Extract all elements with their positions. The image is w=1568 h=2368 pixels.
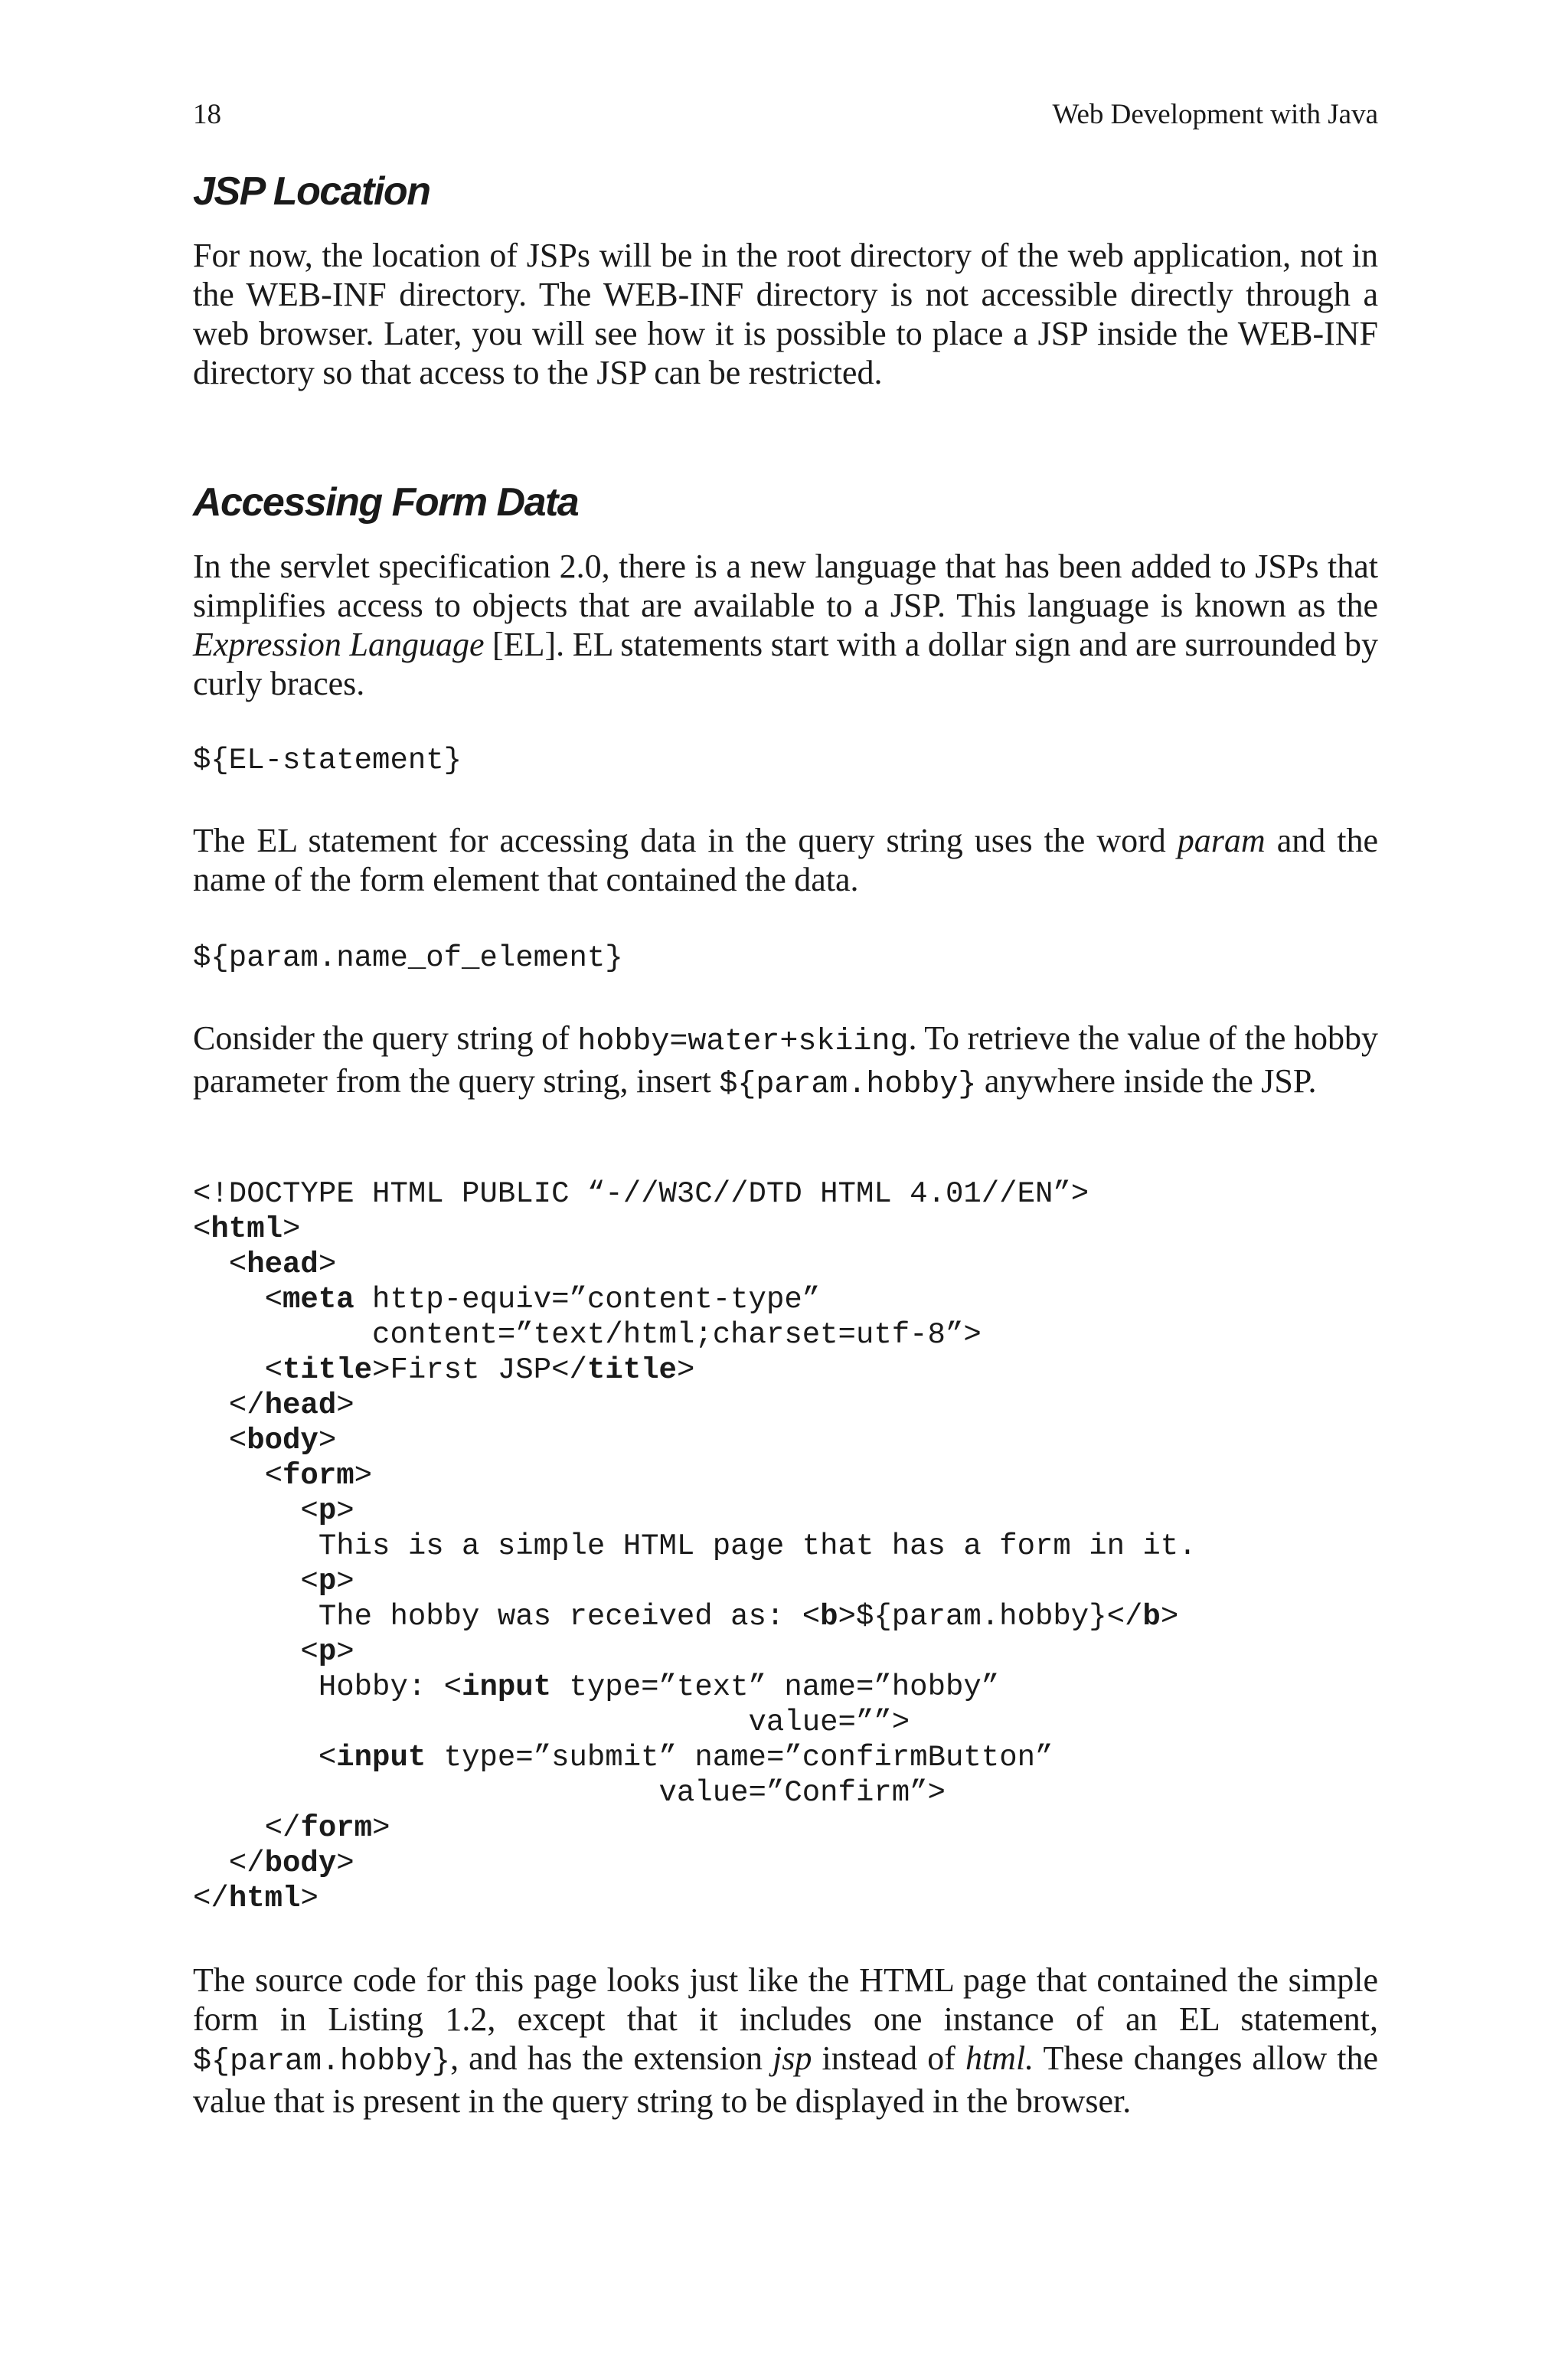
- code-text: >: [318, 1424, 337, 1457]
- code-tag-name: title: [586, 1353, 677, 1387]
- paragraph-param: [193, 821, 1378, 899]
- code-tag-name: form: [300, 1811, 373, 1845]
- code-line: [193, 1494, 354, 1528]
- code-text: </: [193, 1882, 229, 1915]
- code-text: <: [193, 1424, 247, 1457]
- code-line: [193, 1248, 336, 1281]
- text-segment: [EL]. EL statements start with a dollar sign and are surrounded by curly braces.: [193, 626, 1378, 702]
- text-segment: The source code for this page looks just like the HTML page that contained the simple form in Listing 1.2, except that it includes one instance of an EL statement,: [193, 1961, 1378, 2038]
- code-text: The hobby was received as: <: [193, 1600, 821, 1634]
- code-text: <: [193, 1353, 283, 1387]
- code-tag-name: b: [820, 1600, 838, 1634]
- text-segment: , and has the extension: [450, 2039, 773, 2077]
- code-text: >First JSP</: [372, 1353, 587, 1387]
- code-tag-name: input: [336, 1741, 426, 1774]
- code-text: >: [336, 1494, 354, 1528]
- code-tag-name: body: [247, 1424, 318, 1457]
- paragraph-query-string: [193, 1019, 1378, 1104]
- code-line: [193, 1177, 1089, 1211]
- code-text: http-equiv=”content-type”: [354, 1283, 821, 1316]
- paragraph-el-intro: [193, 547, 1378, 703]
- code-text: This is a simple HTML page that has a form in it.: [193, 1529, 1197, 1563]
- heading-jsp-location: JSP Location: [193, 169, 430, 214]
- code-text: </: [193, 1846, 265, 1880]
- code-text: <: [193, 1565, 318, 1598]
- code-text: >: [300, 1882, 318, 1915]
- emphasis-html: html.: [965, 2039, 1034, 2077]
- code-line: [193, 1565, 354, 1598]
- text-segment: . To retrieve the value of the hobby parameter from the query string, insert: [193, 1019, 1378, 1100]
- code-line: [193, 1212, 300, 1246]
- running-head: [193, 98, 1378, 136]
- code-text: >: [336, 1635, 354, 1669]
- code-text: type=”submit” name=”confirmButton”: [426, 1741, 1054, 1774]
- code-text: <: [193, 1635, 318, 1669]
- code-text: >: [336, 1388, 354, 1422]
- code-text: >: [336, 1565, 354, 1598]
- code-text: value=””>: [193, 1706, 910, 1739]
- code-listing-first-jsp: [193, 1176, 1197, 1916]
- code-text: Hobby: <: [193, 1670, 462, 1704]
- code-line: [193, 1811, 390, 1845]
- code-line: [193, 1706, 910, 1739]
- code-tag-name: p: [318, 1565, 337, 1598]
- code-line: [193, 1424, 336, 1457]
- code-text: <!DOCTYPE HTML PUBLIC “-//W3C//DTD HTML 4.01//EN”>: [193, 1177, 1089, 1211]
- code-line: [193, 1670, 999, 1704]
- code-line: [193, 1635, 354, 1669]
- code-text: <: [193, 1741, 337, 1774]
- code-text: </: [193, 1388, 265, 1422]
- code-tag-name: title: [283, 1353, 373, 1387]
- code-tag-name: b: [1142, 1600, 1161, 1634]
- code-el-statement: ${EL-statement}: [193, 744, 462, 777]
- code-tag-name: html: [211, 1212, 283, 1246]
- code-tag-name: meta: [283, 1283, 354, 1316]
- code-text: value=”Confirm”>: [193, 1776, 946, 1810]
- text-segment: In the servlet specification 2.0, there is a new language that has been added to JSPs that simplifies access to objects that are available to a JSP. This language is known as the: [193, 548, 1378, 624]
- emphasis-jsp: jsp: [773, 2039, 812, 2077]
- inline-code-param-hobby: ${param.hobby}: [193, 2045, 451, 2079]
- code-line: [193, 1776, 946, 1810]
- text-segment: anywhere inside the JSP.: [976, 1062, 1317, 1100]
- code-line: [193, 1283, 820, 1316]
- code-tag-name: input: [462, 1670, 552, 1704]
- code-text: <: [193, 1212, 211, 1246]
- inline-code-query-string: hobby=water+skiing: [577, 1025, 909, 1059]
- code-text: <: [193, 1248, 247, 1281]
- code-text: >: [336, 1846, 354, 1880]
- text-segment: instead of: [812, 2039, 965, 2077]
- text-segment: These changes allow the value that is present in the query string to be displayed in the browser.: [193, 2039, 1378, 2120]
- code-text: type=”text” name=”hobby”: [551, 1670, 1000, 1704]
- page-number: 18: [193, 99, 221, 130]
- code-tag-name: p: [318, 1494, 337, 1528]
- code-param-element: ${param.name_of_element}: [193, 941, 623, 975]
- code-line: [193, 1353, 694, 1387]
- code-text: </: [193, 1811, 301, 1845]
- code-line: [193, 1741, 1053, 1774]
- code-tag-name: body: [264, 1846, 337, 1880]
- code-line: [193, 1600, 1178, 1634]
- text-segment: Consider the query string of: [193, 1019, 578, 1057]
- code-text: <: [193, 1459, 283, 1493]
- code-text: >: [283, 1212, 301, 1246]
- code-tag-name: form: [283, 1459, 354, 1493]
- code-text: >: [372, 1811, 390, 1845]
- code-text: <: [193, 1494, 318, 1528]
- code-text: >: [1160, 1600, 1179, 1634]
- emphasis-expression-language: Expression Language: [193, 626, 485, 663]
- code-line: [193, 1529, 1197, 1563]
- code-line: [193, 1388, 354, 1422]
- code-line: [193, 1459, 372, 1493]
- code-tag-name: p: [318, 1635, 337, 1669]
- code-text: <: [193, 1283, 283, 1316]
- heading-accessing-form-data: Accessing Form Data: [193, 480, 579, 525]
- code-text: content=”text/html;charset=utf-8”>: [193, 1318, 982, 1352]
- code-tag-name: head: [247, 1248, 318, 1281]
- paragraph-source-code: [193, 1961, 1378, 2121]
- paragraph-jsp-location: For now, the location of JSPs will be in the root directory of the web application, not in the WEB-INF directory. The WEB-INF directory is not accessible directly through a web browser. Later, you will see how it is possible to place a JSP inside the WEB-INF directory so that access to the JSP can be restricted.: [193, 237, 1378, 391]
- book-title: Web Development with Java: [1052, 99, 1378, 130]
- inline-code-param-hobby: ${param.hobby}: [719, 1068, 977, 1102]
- code-text: >: [354, 1459, 373, 1493]
- code-line: [193, 1882, 318, 1915]
- code-text: >: [318, 1248, 337, 1281]
- text-segment: The EL statement for accessing data in the query string uses the word: [193, 822, 1178, 859]
- text-segment: and the name of the form element that contained the data.: [193, 822, 1378, 898]
- code-line: [193, 1318, 982, 1352]
- emphasis-param: param: [1177, 822, 1266, 859]
- code-text: >${param.hobby}</: [838, 1600, 1143, 1634]
- code-tag-name: html: [228, 1882, 301, 1915]
- code-line: [193, 1846, 354, 1880]
- code-tag-name: head: [264, 1388, 337, 1422]
- code-text: >: [676, 1353, 695, 1387]
